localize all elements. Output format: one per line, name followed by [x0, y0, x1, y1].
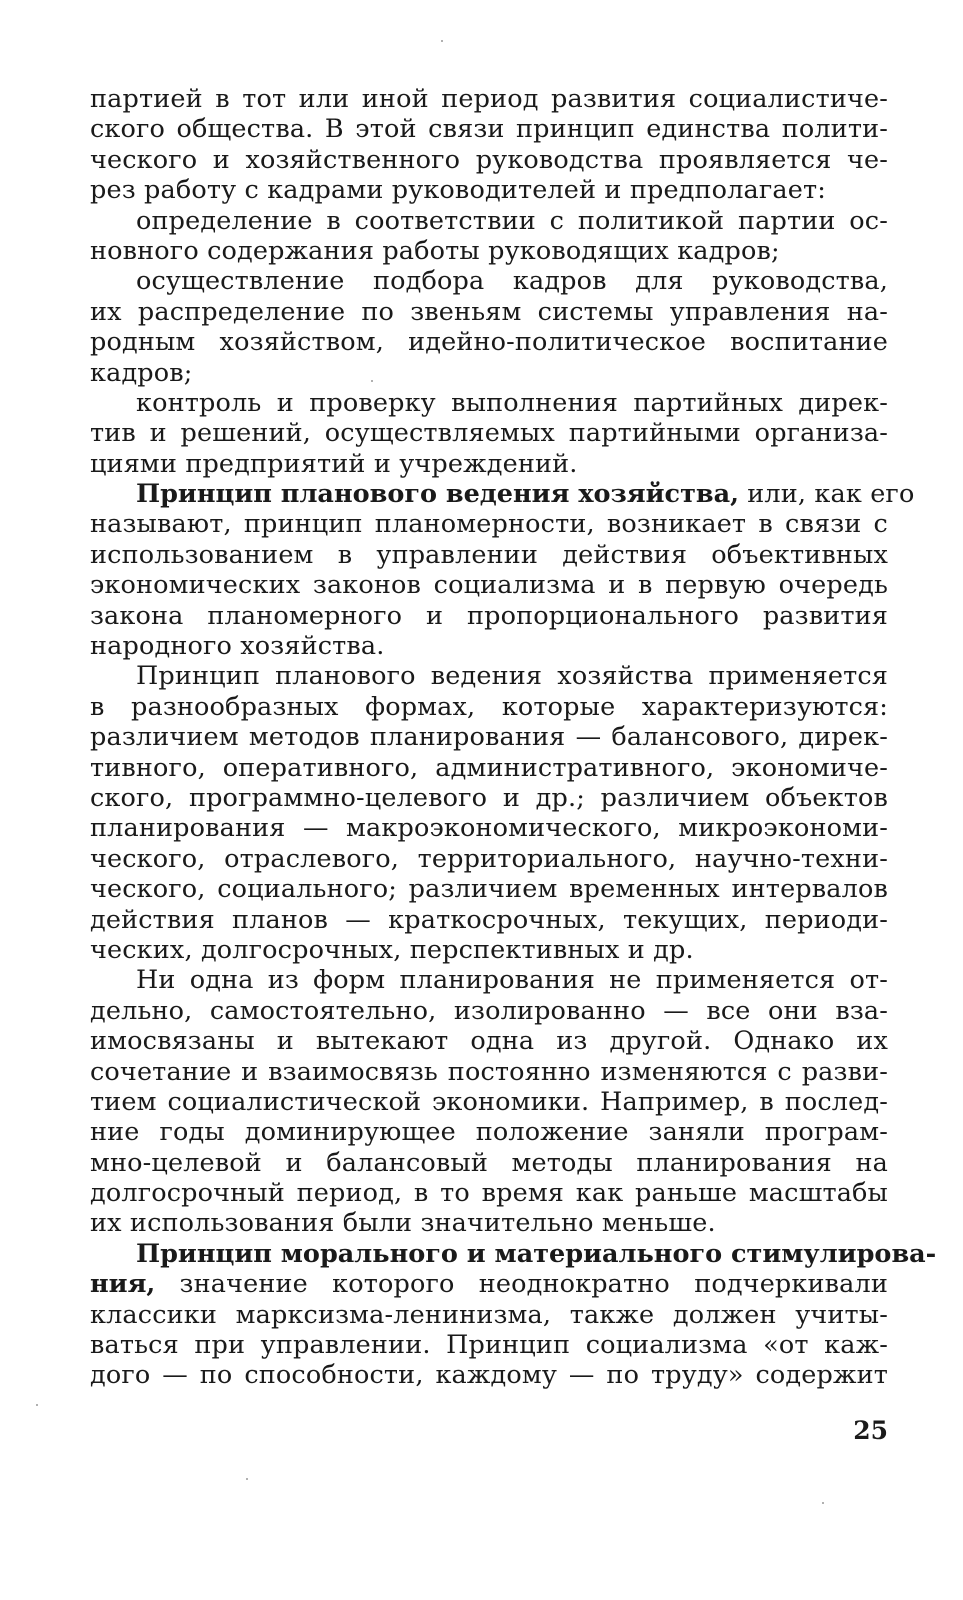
text-line: дого — по способности, каждому — по труду» содержит — [90, 1360, 888, 1391]
text-line: называют, принцип планомерности, возникает в связи с — [90, 509, 888, 540]
text-line: долгосрочный период, в то время как раньше масштабы — [90, 1178, 888, 1209]
text-line: действия планов — краткосрочных, текущих, периоди- — [90, 904, 888, 935]
text-line: планирования — макроэкономического, микроэкономи- — [90, 813, 888, 844]
text-line: мно-целевой и балансовый методы планирования на — [90, 1147, 888, 1178]
text-line: ческого, отраслевого, территориального, научно-техни- — [90, 843, 888, 874]
text-line: ского, программно-целевого и др.; различием объектов — [90, 782, 888, 813]
text-line: экономических законов социализма и в первую очередь — [90, 570, 888, 601]
text-line: их использования были значительно меньше. — [90, 1208, 716, 1239]
text-line: ваться при управлении. Принцип социализма «от каж- — [90, 1330, 888, 1361]
scan-speck — [36, 1404, 38, 1406]
scan-speck — [246, 1478, 248, 1480]
text-line: ческого и хозяйственного руководства проявляется че- — [90, 144, 888, 175]
text-line: определение в соответствии с политикой партии ос- — [136, 205, 888, 236]
text-line: тием социалистической экономики. Например, в послед- — [90, 1086, 888, 1117]
text-line: имосвязаны и вытекают одна из другой. Однако их — [90, 1026, 888, 1057]
bold-term: Принцип морального и материального стимулирова- — [136, 1238, 937, 1269]
text-line — [90, 1238, 937, 1269]
text-line: в разнообразных формах, которые характеризуются: — [90, 691, 888, 722]
scan-speck — [822, 1502, 824, 1504]
text-line: классики марксизма-ленинизма, также должен учиты- — [90, 1299, 888, 1330]
text-line: различием методов планирования — балансового, дирек- — [90, 722, 888, 753]
text-line — [90, 479, 915, 510]
text-line: контроль и проверку выполнения партийных дирек- — [136, 387, 888, 418]
bold-term: ния, — [90, 1269, 156, 1300]
page-body — [90, 84, 937, 1391]
text-line: сочетание и взаимосвязь постоянно изменяются с разви- — [90, 1056, 888, 1087]
bold-term: Принцип планового ведения хозяйства, — [136, 479, 739, 510]
text-line: циями предприятий и учреждений. — [90, 448, 578, 479]
text-line: ческих, долгосрочных, перспективных и др. — [90, 934, 694, 965]
text-line: ческого, социального; различием временных интервалов — [90, 874, 888, 905]
page-number: 25 — [853, 1416, 888, 1445]
text-line: рез работу с кадрами руководителей и предполагает: — [90, 175, 826, 206]
text-line — [90, 1269, 888, 1299]
text-line: Принцип планового ведения хозяйства применяется — [136, 661, 888, 692]
scan-speck — [441, 40, 443, 42]
text-line: тивного, оперативного, административного, экономиче- — [90, 752, 888, 783]
text-fragment: значение которого неоднократно подчеркивали — [155, 1269, 888, 1300]
scan-speck — [371, 380, 373, 382]
text-line: их распределение по звеньям системы управления на- — [90, 296, 888, 327]
text-line: ского общества. В этой связи принцип единства полити- — [90, 114, 888, 145]
text-line: дельно, самостоятельно, изолированно — все они вза- — [90, 995, 888, 1026]
text-line: использованием в управлении действия объективных — [90, 539, 888, 570]
text-line: новного содержания работы руководящих кадров; — [90, 235, 780, 266]
text-line: ние годы доминирующее положение заняли програм- — [90, 1117, 888, 1148]
text-line: партией в тот или иной период развития социалистиче- — [90, 84, 888, 114]
text-line: закона планомерного и пропорционального развития — [90, 600, 888, 631]
text-line: народного хозяйства. — [90, 631, 385, 662]
text-line: осуществление подбора кадров для руководства, — [136, 266, 888, 297]
text-line: тив и решений, осуществляемых партийными организа- — [90, 418, 888, 449]
text-line: родным хозяйством, идейно-политическое воспитание — [90, 327, 888, 358]
text-line: Ни одна из форм планирования не применяется от- — [136, 965, 888, 996]
text-fragment: или, как его — [739, 479, 915, 510]
text-line: кадров; — [90, 357, 193, 388]
